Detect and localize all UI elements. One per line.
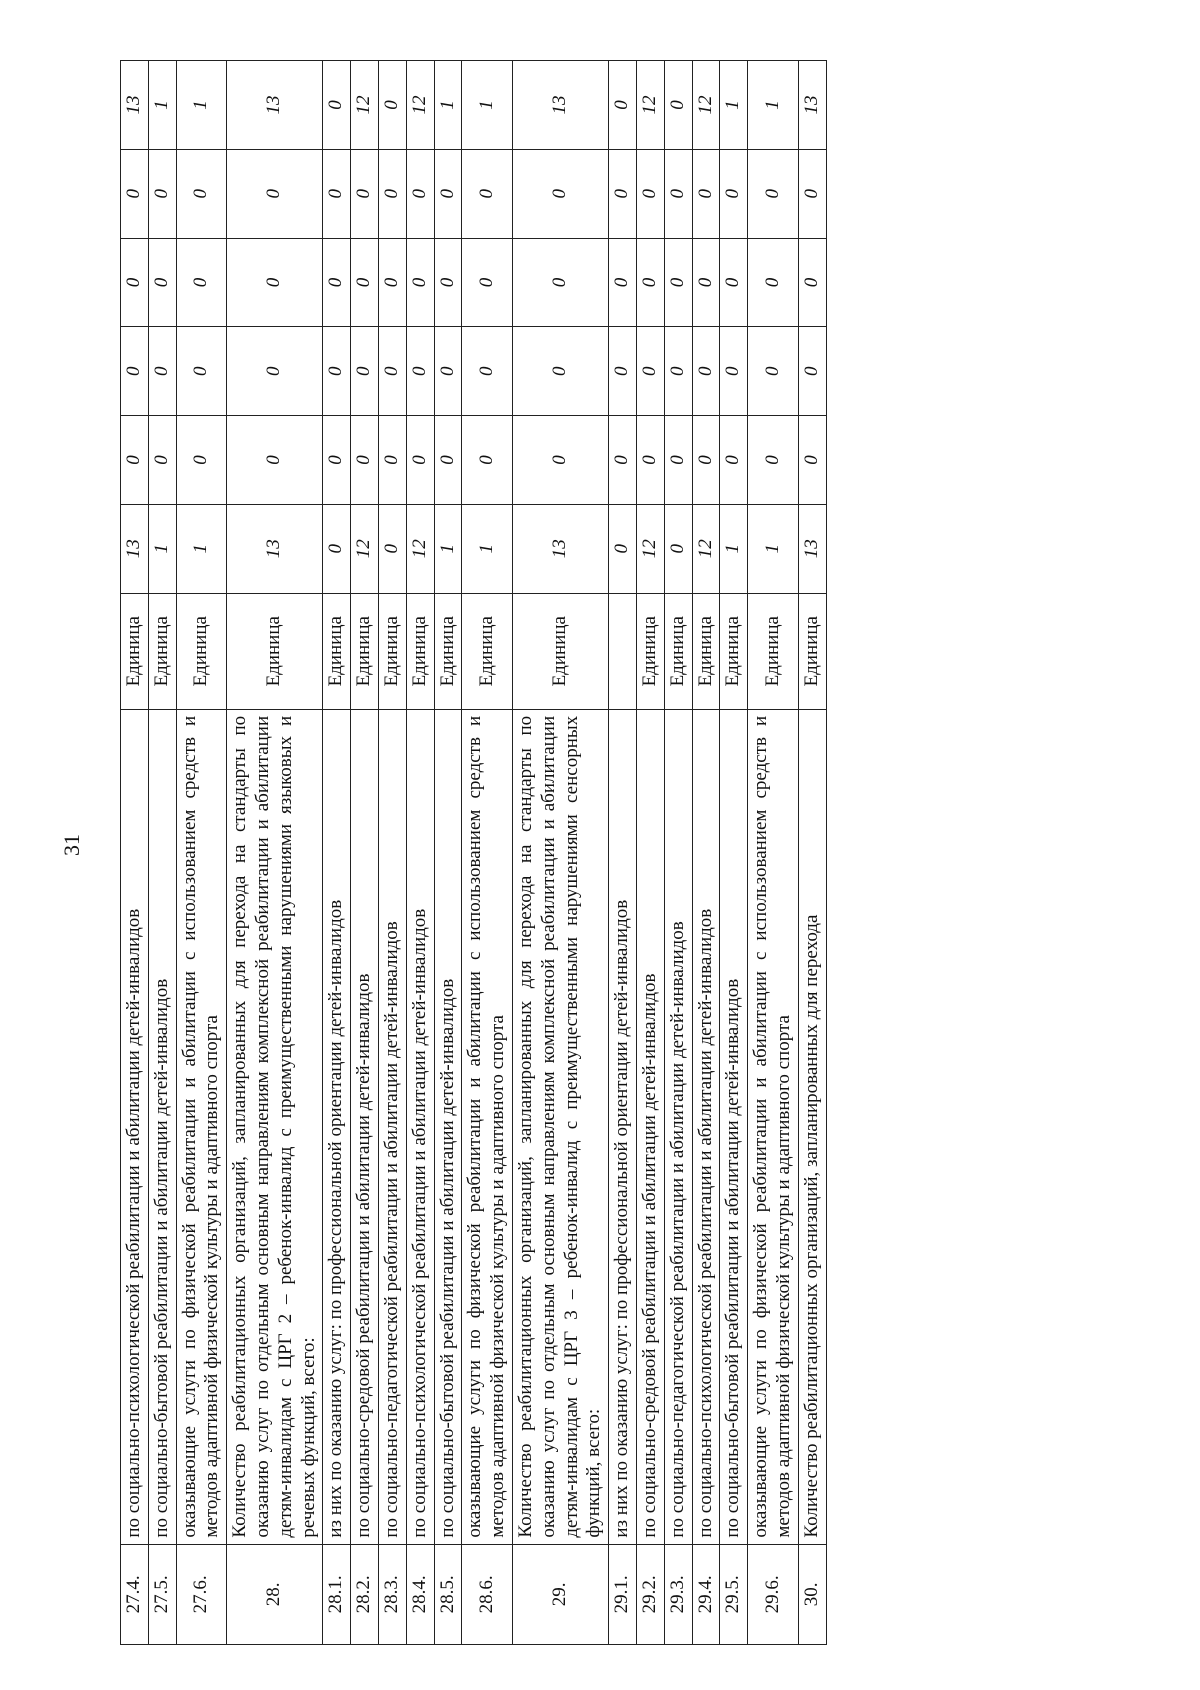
table-row	[148, 61, 176, 1645]
table-row	[609, 61, 637, 1645]
table-row	[748, 61, 799, 1645]
row-value: 0	[148, 327, 176, 416]
table-row	[636, 61, 664, 1645]
row-unit: Единица	[692, 593, 720, 709]
row-description: Количество реабилитационных организаций, запланированных для перехода	[798, 709, 826, 1544]
row-value: 1	[720, 504, 748, 593]
row-value: 0	[148, 238, 176, 327]
row-value: 0	[512, 238, 608, 327]
row-number: 30.	[798, 1544, 826, 1644]
row-value: 0	[748, 149, 799, 238]
row-value: 0	[378, 238, 406, 327]
row-value: 0	[462, 238, 513, 327]
row-value: 0	[462, 416, 513, 505]
table-row	[798, 61, 826, 1645]
row-value: 12	[351, 504, 379, 593]
row-number: 29.6.	[748, 1544, 799, 1644]
row-unit: Единица	[323, 593, 351, 709]
row-value: 0	[121, 238, 149, 327]
table-row	[692, 61, 720, 1645]
row-value: 0	[664, 238, 692, 327]
row-description: по социально-психологической реабилитации и абилитации детей-инвалидов	[121, 709, 149, 1544]
row-value: 13	[121, 504, 149, 593]
row-description: Количество реабилитационных организаций, запланированных для перехода на стандарты по оказанию услуг по отдельным основным направлениям комплексной реабилитации и абилитации детям-инвалидам с ЦРГ 2 – ребенок-инвалид с преимущественными нарушениями языковых и речевых функций, всего:	[227, 709, 323, 1544]
row-value: 0	[664, 416, 692, 505]
row-number: 28.5.	[434, 1544, 462, 1644]
row-value: 0	[406, 238, 434, 327]
table-stage	[120, 60, 1100, 1645]
row-value: 0	[323, 416, 351, 505]
table-row	[378, 61, 406, 1645]
row-value: 13	[512, 61, 608, 150]
row-value: 0	[720, 416, 748, 505]
row-value: 0	[434, 416, 462, 505]
row-value: 13	[798, 61, 826, 150]
row-value: 12	[692, 61, 720, 150]
table-row	[227, 61, 323, 1645]
row-value: 0	[609, 238, 637, 327]
row-value: 0	[121, 416, 149, 505]
row-number: 29.1.	[609, 1544, 637, 1644]
row-value: 0	[351, 416, 379, 505]
table-row	[720, 61, 748, 1645]
rotated-table-wrapper	[120, 60, 1100, 1645]
row-value: 0	[462, 149, 513, 238]
table-row	[351, 61, 379, 1645]
table-row	[176, 61, 227, 1645]
row-value: 0	[176, 416, 227, 505]
row-value: 1	[434, 504, 462, 593]
row-value: 0	[664, 61, 692, 150]
row-unit: Единица	[512, 593, 608, 709]
row-value: 0	[748, 327, 799, 416]
row-number: 29.5.	[720, 1544, 748, 1644]
row-value: 12	[351, 61, 379, 150]
row-value: 1	[176, 61, 227, 150]
row-value: 0	[406, 416, 434, 505]
row-number: 28.2.	[351, 1544, 379, 1644]
row-value: 12	[636, 504, 664, 593]
row-unit: Единица	[148, 593, 176, 709]
row-value: 1	[148, 61, 176, 150]
row-value: 0	[720, 149, 748, 238]
row-value: 0	[378, 504, 406, 593]
table-body	[121, 61, 827, 1645]
row-value: 1	[462, 61, 513, 150]
row-value: 0	[227, 327, 323, 416]
table-row	[462, 61, 513, 1645]
row-unit: Единица	[351, 593, 379, 709]
row-unit: Единица	[378, 593, 406, 709]
row-value: 1	[462, 504, 513, 593]
row-value: 0	[664, 504, 692, 593]
row-value: 0	[378, 149, 406, 238]
row-value: 0	[748, 416, 799, 505]
row-value: 13	[227, 61, 323, 150]
table-row	[434, 61, 462, 1645]
row-value: 0	[378, 61, 406, 150]
row-value: 0	[512, 416, 608, 505]
row-description: по социально-средовой реабилитации и абилитации детей-инвалидов	[636, 709, 664, 1544]
row-value: 0	[636, 149, 664, 238]
table-row	[512, 61, 608, 1645]
row-number: 27.6.	[176, 1544, 227, 1644]
row-number: 28.6.	[462, 1544, 513, 1644]
row-description: из них по оказанию услуг: по профессиональной ориентации детей-инвалидов	[609, 709, 637, 1544]
row-number: 29.2.	[636, 1544, 664, 1644]
row-value: 0	[798, 238, 826, 327]
row-value: 0	[323, 238, 351, 327]
row-value: 0	[148, 149, 176, 238]
row-description: оказывающие услуги по физической реабилитации и абилитации с использованием средств и методов адаптивной физической культуры и адаптивного спорта	[462, 709, 513, 1544]
row-description: по социально-педагогической реабилитации и абилитации детей-инвалидов	[378, 709, 406, 1544]
row-unit: Единица	[664, 593, 692, 709]
row-value: 0	[176, 238, 227, 327]
row-number: 28.	[227, 1544, 323, 1644]
row-value: 0	[406, 327, 434, 416]
row-value: 0	[512, 327, 608, 416]
row-value: 0	[148, 416, 176, 505]
data-table	[120, 60, 827, 1645]
row-value: 1	[748, 504, 799, 593]
row-value: 0	[798, 149, 826, 238]
row-unit: Единица	[176, 593, 227, 709]
row-value: 0	[512, 149, 608, 238]
row-value: 0	[351, 238, 379, 327]
row-value: 13	[798, 504, 826, 593]
row-description: по социально-средовой реабилитации и абилитации детей-инвалидов	[351, 709, 379, 1544]
row-unit: Единица	[748, 593, 799, 709]
row-value: 0	[176, 149, 227, 238]
row-value: 0	[323, 61, 351, 150]
row-value: 0	[434, 149, 462, 238]
row-value: 0	[609, 504, 637, 593]
row-value: 0	[720, 238, 748, 327]
row-description: оказывающие услуги по физической реабилитации и абилитации с использованием средств и методов адаптивной физической культуры и адаптивного спорта	[176, 709, 227, 1544]
row-number: 29.4.	[692, 1544, 720, 1644]
row-value: 1	[434, 61, 462, 150]
row-number: 27.4.	[121, 1544, 149, 1644]
row-value: 0	[434, 327, 462, 416]
row-value: 0	[176, 327, 227, 416]
row-value: 0	[609, 327, 637, 416]
row-value: 13	[121, 61, 149, 150]
row-value: 1	[148, 504, 176, 593]
row-value: 0	[748, 238, 799, 327]
row-value: 0	[323, 504, 351, 593]
page-number: 31	[59, 834, 84, 856]
row-value: 0	[692, 149, 720, 238]
row-unit	[609, 593, 637, 709]
row-unit: Единица	[462, 593, 513, 709]
row-number: 28.4.	[406, 1544, 434, 1644]
row-description: по социально-психологической реабилитации и абилитации детей-инвалидов	[692, 709, 720, 1544]
row-value: 13	[227, 504, 323, 593]
table-row	[664, 61, 692, 1645]
row-value: 0	[434, 238, 462, 327]
row-value: 0	[798, 327, 826, 416]
row-value: 1	[748, 61, 799, 150]
row-value: 0	[636, 416, 664, 505]
row-value: 0	[462, 327, 513, 416]
row-unit: Единица	[406, 593, 434, 709]
row-description: по социально-бытовой реабилитации и абилитации детей-инвалидов	[720, 709, 748, 1544]
row-value: 0	[227, 149, 323, 238]
row-value: 0	[692, 238, 720, 327]
row-value: 0	[227, 416, 323, 505]
row-number: 28.1.	[323, 1544, 351, 1644]
row-value: 0	[609, 61, 637, 150]
row-value: 12	[692, 504, 720, 593]
table-row	[406, 61, 434, 1645]
row-value: 0	[378, 416, 406, 505]
row-value: 0	[609, 416, 637, 505]
row-value: 0	[720, 327, 748, 416]
row-value: 0	[351, 149, 379, 238]
row-value: 0	[636, 238, 664, 327]
row-value: 1	[720, 61, 748, 150]
row-value: 0	[692, 327, 720, 416]
row-unit: Единица	[121, 593, 149, 709]
row-number: 29.	[512, 1544, 608, 1644]
row-description: из них по оказанию услуг: по профессиональной ориентации детей-инвалидов	[323, 709, 351, 1544]
table-row	[323, 61, 351, 1645]
row-description: Количество реабилитационных организаций, запланированных для перехода на стандарты по оказанию услуг по отдельным основным направлениям комплексной реабилитации и абилитации детям-инвалидам с ЦРГ 3 – ребенок-инвалид с преимущественными нарушениями сенсорных функций, всего:	[512, 709, 608, 1544]
row-description: по социально-бытовой реабилитации и абилитации детей-инвалидов	[148, 709, 176, 1544]
row-value: 0	[609, 149, 637, 238]
row-value: 0	[378, 327, 406, 416]
row-value: 0	[227, 238, 323, 327]
row-value: 0	[692, 416, 720, 505]
row-value: 12	[406, 61, 434, 150]
row-value: 0	[664, 327, 692, 416]
row-value: 0	[323, 149, 351, 238]
row-unit: Единица	[798, 593, 826, 709]
row-value: 12	[406, 504, 434, 593]
row-value: 12	[636, 61, 664, 150]
row-number: 27.5.	[148, 1544, 176, 1644]
row-description: по социально-бытовой реабилитации и абилитации детей-инвалидов	[434, 709, 462, 1544]
row-value: 0	[121, 149, 149, 238]
row-value: 0	[406, 149, 434, 238]
row-value: 0	[323, 327, 351, 416]
row-value: 1	[176, 504, 227, 593]
row-number: 29.3.	[664, 1544, 692, 1644]
table-row	[121, 61, 149, 1645]
row-value: 0	[798, 416, 826, 505]
row-value: 0	[636, 327, 664, 416]
row-unit: Единица	[636, 593, 664, 709]
row-value: 0	[121, 327, 149, 416]
row-description: оказывающие услуги по физической реабилитации и абилитации с использованием средств и методов адаптивной физической культуры и адаптивного спорта	[748, 709, 799, 1544]
row-number: 28.3.	[378, 1544, 406, 1644]
row-value: 0	[351, 327, 379, 416]
row-description: по социально-педагогической реабилитации и абилитации детей-инвалидов	[664, 709, 692, 1544]
row-unit: Единица	[434, 593, 462, 709]
row-value: 0	[664, 149, 692, 238]
row-unit: Единица	[227, 593, 323, 709]
row-unit: Единица	[720, 593, 748, 709]
row-value: 13	[512, 504, 608, 593]
row-description: по социально-психологической реабилитации и абилитации детей-инвалидов	[406, 709, 434, 1544]
